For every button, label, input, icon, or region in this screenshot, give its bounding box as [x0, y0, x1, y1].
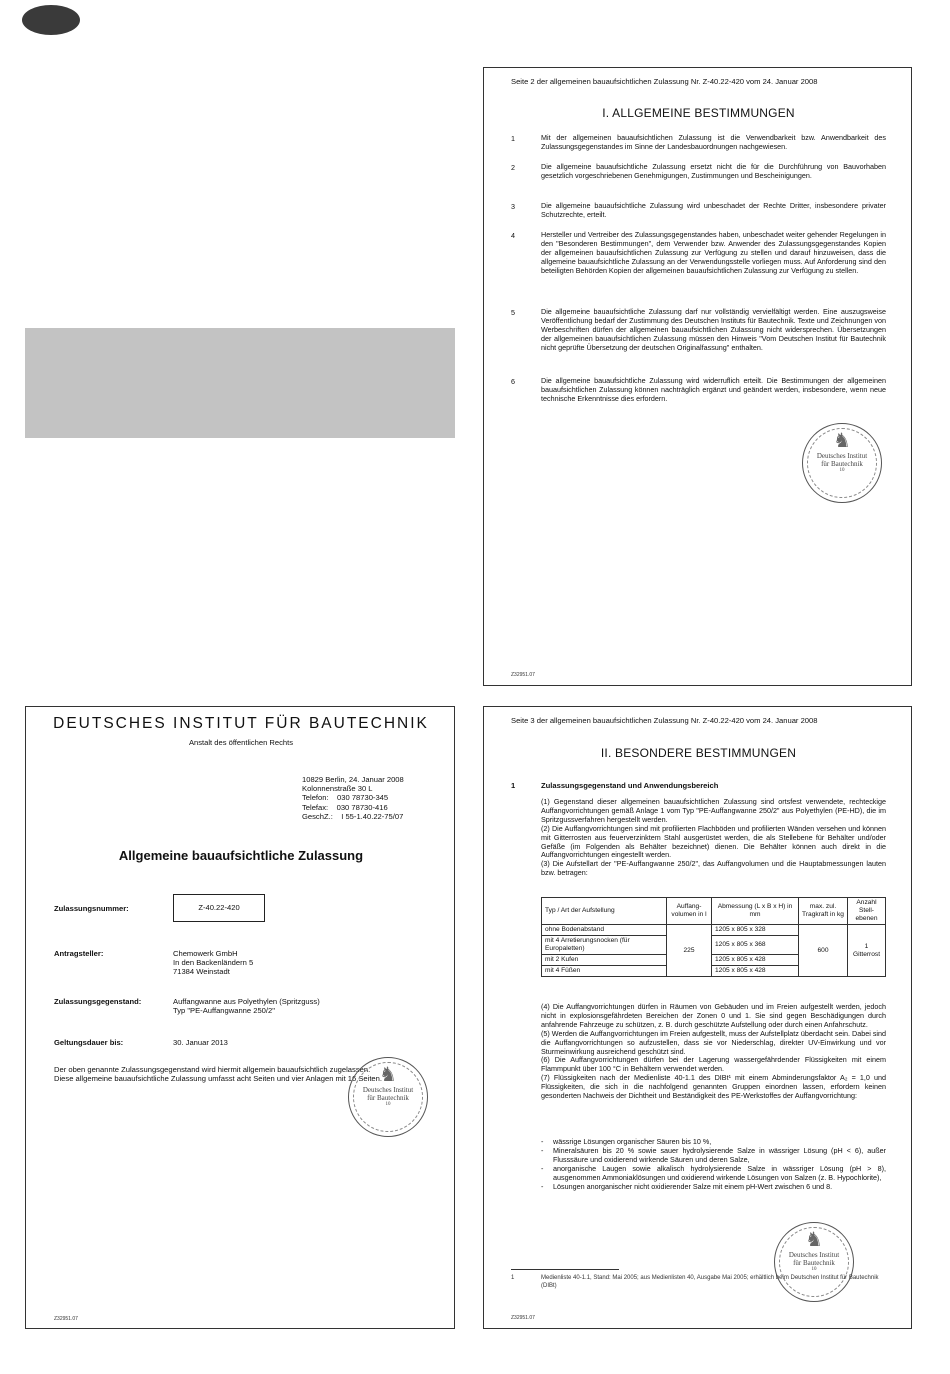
table-header-cell: max. zul. Tragkraft in kg — [799, 898, 848, 925]
paragraphs-after-table — [541, 1003, 886, 1101]
document-page-3 — [483, 706, 912, 1329]
stamp-text: Deutsches Institut — [362, 1086, 414, 1094]
footnote-number: 1 — [511, 1275, 515, 1281]
label-subject: Zulassungsgegenstand: — [54, 997, 142, 1006]
stamp-number: 10 — [811, 1267, 817, 1272]
official-stamp — [774, 1222, 854, 1302]
paragraph: (7) Flüssigkeiten nach der Medienliste 40-1.1 des DIBt¹ mit einem Abminderungsfaktor A₂ = 1,0 und Flüssigkeiten, die sich in die nachfolgend genannten Gruppen einordnen lassen, erfordern keinen gesonderten Nachweis der Dichtheit und Beständigkeit des PE-Werkstoffes der Auffangvorrichtung: — [541, 1073, 886, 1101]
stamp-text: Deutsches Institut — [816, 452, 868, 460]
table-cell-load: 600 — [799, 925, 848, 977]
stamp-number: 10 — [839, 468, 845, 473]
item-text: Die allgemeine bauaufsichtliche Zulassung wird unbeschadet der Rechte Dritter, insbesondere privater Schutzrechte, erteilt. — [541, 201, 886, 219]
item-number: 3 — [511, 202, 515, 211]
table-cell: 1205 x 805 x 428 — [712, 966, 799, 977]
address-line: Telefon: 030 78730-345 — [302, 793, 389, 803]
table-row — [542, 925, 886, 936]
list-item: - Lösungen anorganischer nicht oxidierender Salze mit einem pH-Wert zwischen 6 und 8. — [541, 1181, 833, 1191]
label-approval-number: Zulassungsnummer: — [54, 904, 129, 913]
paragraphs-before-table — [541, 798, 886, 878]
item-text: Mit der allgemeinen bauaufsichtlichen Zulassung ist die Verwendbarkeit bzw. Anwendbarkeit des Zulassungsgegenstandes im Sinne der Landesbauordnungen nachgewiesen. — [541, 133, 886, 151]
item-text: Die allgemeine bauaufsichtliche Zulassung wird widerruflich erteilt. Die Bestimmungen der allgemeinen bauaufsichtlichen Zulassung können nachträglich ergänzt und geändert werden, insbesondere, wenn neue technische Erkenntnisse dies erfordern. — [541, 376, 886, 403]
page-marker-dot — [22, 5, 80, 35]
table-header-cell: Auffang-volumen in l — [667, 898, 712, 925]
paragraph: (2) Die Auffangvorrichtungen sind mit profilierten Flachböden und profilierten Wänden versehen und können mit Gitterrosten aus feuerverzinktem Stahl ausgerüstet werden, die als Stellebene für Behälter und/oder Gefäße (im Folgenden als Behälter bezeichnet) dienen. Die Behälter können auch direkt in die Auffangvorrichtungen eingestellt werden. — [541, 823, 886, 860]
page-footer: Z32951.07 — [511, 672, 535, 678]
applicant-line: Chemowerk GmbH — [173, 949, 238, 958]
item-text: Die allgemeine bauaufsichtliche Zulassung darf nur vollständig vervielfältigt werden. Eine auszugsweise Veröffentlichung bedarf der Zustimmung des Deutschen Instituts für Bautechnik. Texte und Zeichnungen von Werbeschriften dürfen der allgemeinen bauaufsichtlichen Zulassung nicht widersprechen. Übersetzungen der allgemeinen bauaufsichtlichen Zulassung müssen den Hinweis "Vom Deutschen Institut für Bautechnik nicht geprüfte Übersetzung der deutschen Originalfassung" enthalten. — [541, 307, 886, 352]
applicant-line: 71384 Weinstadt — [173, 967, 230, 977]
official-stamp — [802, 423, 882, 503]
list-item: - wässrige Lösungen organischer Säuren bis 10 %, — [541, 1137, 712, 1146]
document-title: Allgemeine bauaufsichtliche Zulassung — [118, 848, 364, 863]
paragraph: (3) Die Aufstellart der "PE-Auffangwanne 250/2", das Auffangvolumen und die Hauptabmessungen lauten bzw. betragen: — [541, 859, 886, 878]
footnote-divider — [511, 1269, 619, 1270]
item-number: 1 — [511, 134, 515, 143]
document-cover-page — [25, 706, 455, 1329]
section-title: I. ALLGEMEINE BESTIMMUNGEN — [602, 106, 795, 120]
label-applicant: Antragsteller: — [54, 949, 104, 958]
institute-name: DEUTSCHES INSTITUT FÜR BAUTECHNIK — [53, 715, 429, 732]
section-title: II. BESONDERE BESTIMMUNGEN — [600, 746, 797, 760]
document-page-2 — [483, 67, 912, 686]
stamp-text: Deutsches Institut — [788, 1251, 840, 1259]
table-cell: ohne Bodenabstand — [542, 925, 667, 936]
paragraph: (4) Die Auffangvorrichtungen dürfen in Räumen von Gebäuden und im Freien aufgestellt werden, jedoch nicht in explosionsgefährdeten Bereichen der Zonen 0 und 1. Sie sind gegen Beschädigungen durch anfahrende Fahrzeuge zu schützen, z. B. durch geschützte Aufstellung oder durch einen Anfahrschutz. — [541, 1002, 886, 1029]
paragraph: (5) Werden die Auffangvorrichtungen im Freien aufgestellt, muss der Aufstellplatz überdacht sein. Dabei sind die Auffangvorrichtungen so aufzustellen, dass sie vor Niederschlag, direkter UV-Einwirkung und vor Sturmeinwirkung ausreichend geschützt sind. — [541, 1028, 886, 1056]
page-footer: Z32951.07 — [511, 1315, 535, 1321]
table-cell: 1205 x 805 x 328 — [712, 925, 799, 936]
table-cell: mit 2 Kufen — [542, 955, 667, 966]
subsection-number: 1 — [511, 781, 516, 790]
table-header-row — [542, 898, 886, 925]
table-cell: 1205 x 805 x 368 — [712, 936, 799, 955]
table-cell: 1205 x 805 x 428 — [712, 955, 799, 966]
applicant-line: In den Backenländern 5 — [173, 958, 254, 968]
bullet-list — [541, 1138, 886, 1191]
item-number: 6 — [511, 377, 515, 386]
footnote-text: Medienliste 40-1.1, Stand: Mai 2005; aus Medienlisten 40, Ausgabe Mai 2005; erhältlich beim Deutschen Institut für Bautechnik (DIBt) — [541, 1275, 879, 1289]
page-header: Seite 2 der allgemeinen bauaufsichtlichen Zulassung Nr. Z-40.22-420 vom 24. Januar 2008 — [511, 77, 818, 86]
table-header-cell: Typ / Art der Aufstellung — [542, 898, 667, 925]
item-text: Hersteller und Vertreiber des Zulassungsgegenstandes haben, unbeschadet weiter gehender Regelungen in den "Besonderen Bestimmungen", dem Verwender bzw. Anwender des Zulassungsgegenstandes Kopien der allgemeinen bauaufsichtlichen Zulassung zur Verfügung zu stellen und darauf hinzuweisen, dass die allgemeine bauaufsichtliche Zulassung an der Verwendungsstelle vorliegen muss. Auf Anforderung sind den beteiligten Behörden Kopien der allgemeinen bauaufsichtlichen Zulassung zur Verfügung zu stellen. — [541, 230, 886, 275]
applicant-block — [173, 949, 253, 977]
stamp-text: für Bautechnik — [793, 1259, 835, 1267]
bear-emblem-icon: ♞ — [833, 430, 851, 452]
table-cell: mit 4 Füßen — [542, 966, 667, 977]
approval-number-box: Z-40.22-420 — [173, 894, 265, 922]
subject-line: Auffangwanne aus Polyethylen (Spritzguss) — [173, 997, 320, 1006]
gray-placeholder-box — [25, 328, 455, 438]
stamp-text: für Bautechnik — [821, 460, 863, 468]
list-item: - anorganische Laugen sowie alkalisch hydrolysierende Salze in wässriger Lösung (pH > 8), ausgenommen Ammoniaklösungen und oxidierend wirkende Lösungen von Salzen (z. B. Hypochlorite), — [541, 1163, 886, 1182]
item-number: 2 — [511, 163, 515, 172]
list-item: - Mineralsäuren bis 20 % sowie sauer hydrolysierende Salze in wässriger Lösung (pH < 6), außer Flusssäure und oxidierend wirkende Säuren und deren Salze, — [541, 1145, 886, 1164]
table-cell-levels: 1 Gitterrost — [848, 925, 886, 977]
subject-line: Typ "PE-Auffangwanne 250/2" — [173, 1006, 275, 1016]
item-number: 5 — [511, 308, 515, 317]
page-header: Seite 3 der allgemeinen bauaufsichtlichen Zulassung Nr. Z-40.22-420 vom 24. Januar 2008 — [511, 716, 818, 725]
label-validity: Geltungsdauer bis: — [54, 1038, 124, 1047]
table-cell-volume: 225 — [667, 925, 712, 977]
paragraph: (6) Die Auffangvorrichtungen dürfen bei der Lagerung wassergefährdender Flüssigkeiten mit einem Flammpunkt über 100 °C in Behältern verwendet werden. — [541, 1055, 886, 1074]
address-line: Kolonnenstraße 30 L — [302, 784, 373, 794]
closing-text: Diese allgemeine bauaufsichtliche Zulassung umfasst acht Seiten und vier Anlagen mit 16 Seiten. — [54, 1074, 382, 1083]
table-header-cell: Anzahl Stell-ebenen — [848, 898, 886, 925]
subject-block — [173, 997, 320, 1015]
institute-subtitle: Anstalt des öffentlichen Rechts — [188, 738, 294, 747]
stamp-text: für Bautechnik — [367, 1094, 409, 1102]
address-line: GeschZ.: I 55-1.40.22-75/07 — [302, 811, 404, 821]
paragraph: (1) Gegenstand dieser allgemeinen bauaufsichtlichen Zulassung sind ortsfest verwendete, rechteckige Auffangvorrichtungen gemäß Anlage 1 vom Typ "PE-Auffangwanne 250/2" aus Polyethylen (PE-HD), die im Spritzgussverfahren hergestellt werden. — [541, 797, 886, 824]
page-footer: Z32951.07 — [54, 1316, 78, 1322]
validity-date: 30. Januar 2013 — [173, 1038, 228, 1047]
bear-emblem-icon: ♞ — [379, 1064, 397, 1086]
subsection-title: Zulassungsgegenstand und Anwendungsbereich — [541, 781, 719, 790]
address-line: Telefax: 030 78730-416 — [302, 802, 388, 812]
stamp-number: 10 — [385, 1102, 391, 1107]
address-block — [302, 775, 452, 821]
address-line: 10829 Berlin, 24. Januar 2008 — [302, 775, 404, 784]
item-number: 4 — [511, 231, 515, 240]
table-header-cell: Abmessung (L x B x H) in mm — [712, 898, 799, 925]
specs-table — [541, 897, 886, 977]
item-text: Die allgemeine bauaufsichtliche Zulassung ersetzt nicht die für die Durchführung von Bauvorhaben gesetzlich vorgeschriebenen Genehmigungen, Zustimmungen und Bescheinigungen. — [541, 162, 886, 180]
closing-text: Der oben genannte Zulassungsgegenstand wird hiermit allgemein bauaufsichtlich zugelassen. — [54, 1065, 371, 1074]
official-stamp — [348, 1057, 428, 1137]
bear-emblem-icon: ♞ — [805, 1229, 823, 1251]
table-cell: mit 4 Arretierungsnocken (für Europaletten) — [542, 936, 667, 955]
